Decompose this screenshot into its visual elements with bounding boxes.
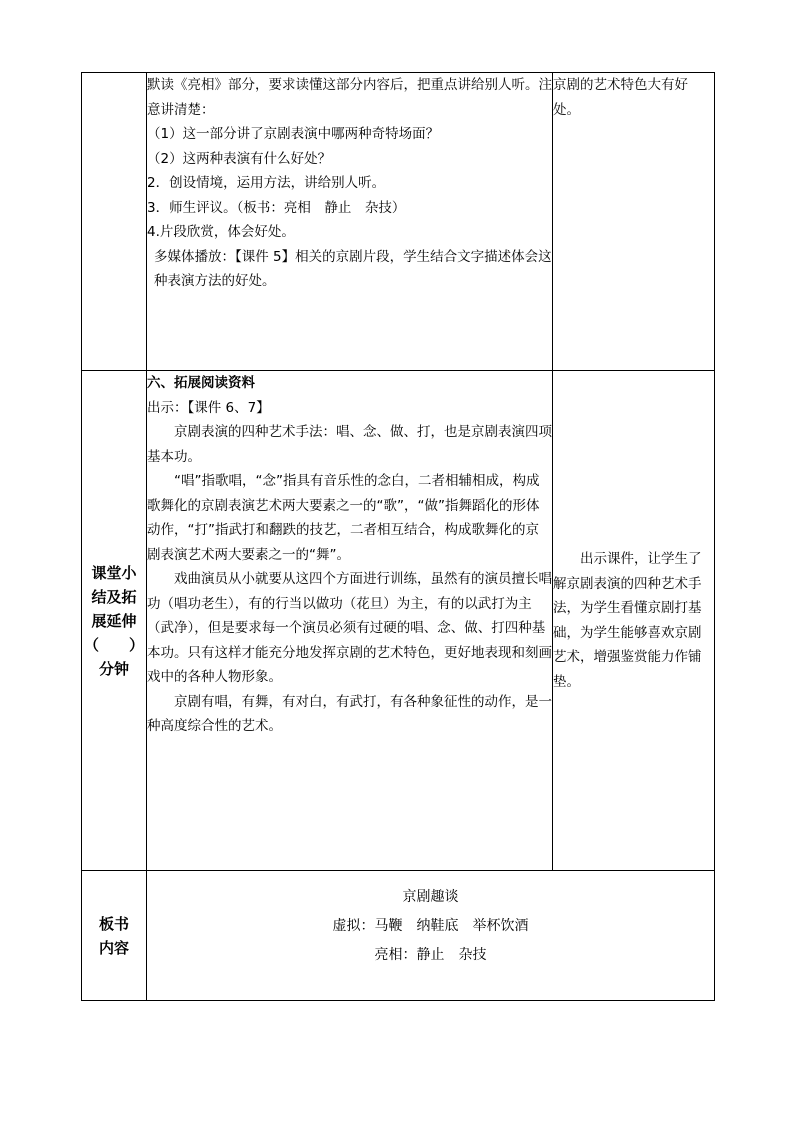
purpose-text: 京剧的艺术特色大有好处。 [553,77,688,118]
board-line: 亮相：静止 杂技 [374,947,487,963]
table-row [82,871,715,1001]
table-row [82,371,715,871]
board-line: 虚拟：马鞭 纳鞋底 举杯饮酒 [332,918,529,934]
label-line: 展延伸 [91,611,137,630]
paragraph: 京剧有唱，有舞，有对白，有武打，有各种象征性的动作，是一种高度综合性的艺术。 [147,693,552,734]
step-4: 4.片段欣赏，体会好处。 [147,224,295,240]
label-line: （ ） [84,635,145,654]
purpose-text: 出示课件，让学生了解京剧表演的四种艺术手法，为学生看懂京剧打基础，为学生能够喜欢京剧艺术，增强鉴赏能力作铺垫。 [553,551,702,690]
label-line: 分钟 [98,659,129,678]
activity-cell [147,371,553,871]
step-2: 2．创设情境，运用方法，讲给别人听。 [147,175,386,191]
blackboard-cell [147,871,715,1001]
row-label [82,871,147,1001]
label-line: 结及拓 [91,587,137,606]
multimedia-text: 多媒体播放：【课件 5】相关的京剧片段，学生结合文字描述体会这种表演方法的好处。 [154,248,552,289]
paragraph: “唱”指歌唱，“念”指具有音乐性的念白，二者相辅相成，构成歌舞化的京剧表演艺术两大要素之一的“歌”，“做”指舞蹈化的形体动作，“打”指武打和翻跌的技艺，二者相互结合，构成歌舞化的京剧表演艺术两大要素之一的“舞”。 [147,473,540,563]
instruction-text: 默读《亮相》部分，要求读懂这部分内容后，把重点讲给别人听。注意讲清楚： [147,77,552,118]
row-label [82,371,147,871]
show-text: 出示：【课件 6、7】 [147,399,270,416]
purpose-cell [553,371,715,871]
question-1: （1）这一部分讲了京剧表演中哪两种奇特场面？ [147,126,440,142]
table-row [82,73,715,371]
paragraph: 戏曲演员从小就要从这四个方面进行训练，虽然有的演员擅长唱功（唱功老生），有的行当以做功（花旦）为主，有的以武打为主（武净），但是要求每一个演员必须有过硬的唱、念、做、打四种基本功。只有这样才能充分地发挥京剧的艺术特色，更好地表现和刻画戏中的各种人物形象。 [147,571,552,685]
board-title: 京剧趣谈 [402,889,459,905]
label-line: 课堂小 [91,563,137,582]
lesson-plan-table [81,72,715,1001]
label-line: 内容 [98,938,129,957]
paragraph: 京剧表演的四种艺术手法：唱、念、做、打，也是京剧表演四项基本功。 [147,424,552,465]
label-cell-empty [82,73,147,371]
purpose-cell [553,73,715,371]
question-2: （2）这两种表演有什么好处？ [147,150,332,167]
section-heading: 六、拓展阅读资料 [147,375,255,391]
label-line: 板书 [98,914,129,933]
activity-cell [147,73,553,371]
step-3: 3．师生评议。（板书：亮相 静止 杂技） [147,199,406,216]
